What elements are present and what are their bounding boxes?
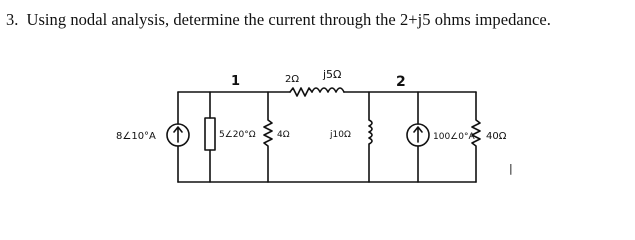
resistor-4ohm-label: 4Ω (277, 130, 290, 140)
impedance-5-label: 5∠20°Ω (219, 130, 256, 140)
resistor-40ohm-label: 40Ω (486, 131, 507, 142)
node-1-label: 1 (231, 74, 241, 89)
node-2-label: 2 (396, 74, 406, 90)
question-number: 3. (6, 10, 19, 29)
inductor-j10-label: j10Ω (330, 130, 351, 140)
resistor-2ohm-label: 2Ω (285, 74, 300, 85)
question-prompt: Using nodal analysis, determine the current through the 2+j5 ohms impedance. (26, 10, 551, 29)
inductor-j5-symbol (312, 88, 344, 92)
source-left-label: 8∠10°A (116, 131, 156, 142)
source-left-arrow (174, 127, 182, 142)
resistor-2ohm-symbol (290, 88, 312, 96)
resistor-4ohm-branch (264, 92, 272, 182)
inductor-j5-label: j5Ω (323, 68, 342, 81)
stray-mark: | (509, 162, 513, 175)
impedance-5-box (205, 118, 215, 150)
source-right-label: 100∠0°A (433, 132, 475, 142)
source-right-arrow (414, 127, 422, 142)
inductor-j10-branch (369, 92, 372, 182)
